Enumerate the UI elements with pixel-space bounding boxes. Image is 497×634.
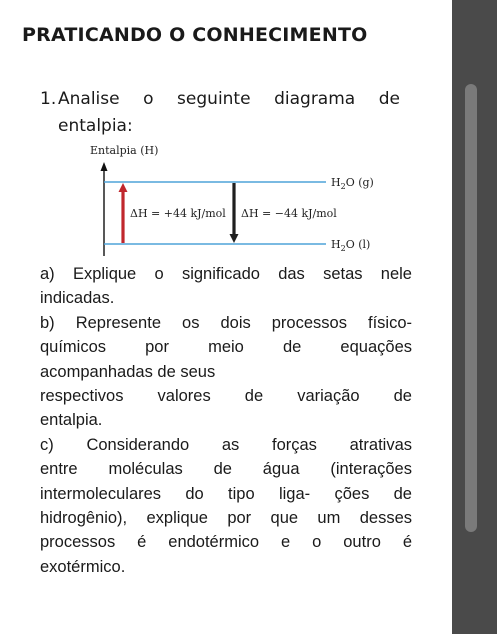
scrollbar-thumb[interactable]: [465, 84, 477, 532]
up-arrow-label: ΔH = +44 kJ/mol: [130, 207, 226, 220]
item-b-line-2: químicos por meio de equações: [40, 338, 412, 357]
upper-level-label: $H_2O$ (g): [331, 176, 374, 191]
item-b-line-4: respectivos valores de variação de: [40, 387, 412, 406]
item-c-line-5: processos é endotérmico e o outro é: [40, 533, 412, 552]
item-a-line-1: a) Explique o significado das setas nele: [40, 265, 412, 283]
question-text-line-2: entalpia:: [58, 116, 133, 136]
question-text-line-1: Analise o seguinte diagrama de: [58, 89, 400, 109]
item-c-line-1: c) Considerando as forças atrativas: [40, 435, 412, 454]
item-b-line-3: acompanhadas de seus: [40, 362, 216, 381]
section-heading: PRATICANDO O CONHECIMENTO: [22, 24, 368, 46]
enthalpy-diagram: [80, 138, 400, 268]
item-c-line-3: intermoleculares do tipo liga- ções de: [40, 484, 412, 503]
item-c-line-6: exotérmico.: [40, 557, 126, 576]
question-number: 1.: [40, 89, 57, 109]
axis-arrowhead: [101, 162, 108, 171]
item-a-line-2: indicadas.: [40, 289, 115, 308]
item-b-line-1: b) Represente os dois processos físico-: [40, 313, 412, 332]
question-items: [40, 262, 412, 579]
item-c-line-2: entre moléculas de água (interações: [40, 460, 412, 479]
endothermic-arrowhead: [119, 183, 128, 192]
item-c-line-4: hidrogênio), explique por que um desses: [40, 509, 412, 528]
axis-label: Entalpia (H): [90, 144, 159, 157]
exothermic-arrowhead: [230, 234, 239, 243]
down-arrow-label: ΔH = −44 kJ/mol: [241, 207, 337, 220]
item-b-line-5: entalpia.: [40, 411, 103, 430]
lower-level-label: $H_2O$ (l): [331, 238, 371, 253]
